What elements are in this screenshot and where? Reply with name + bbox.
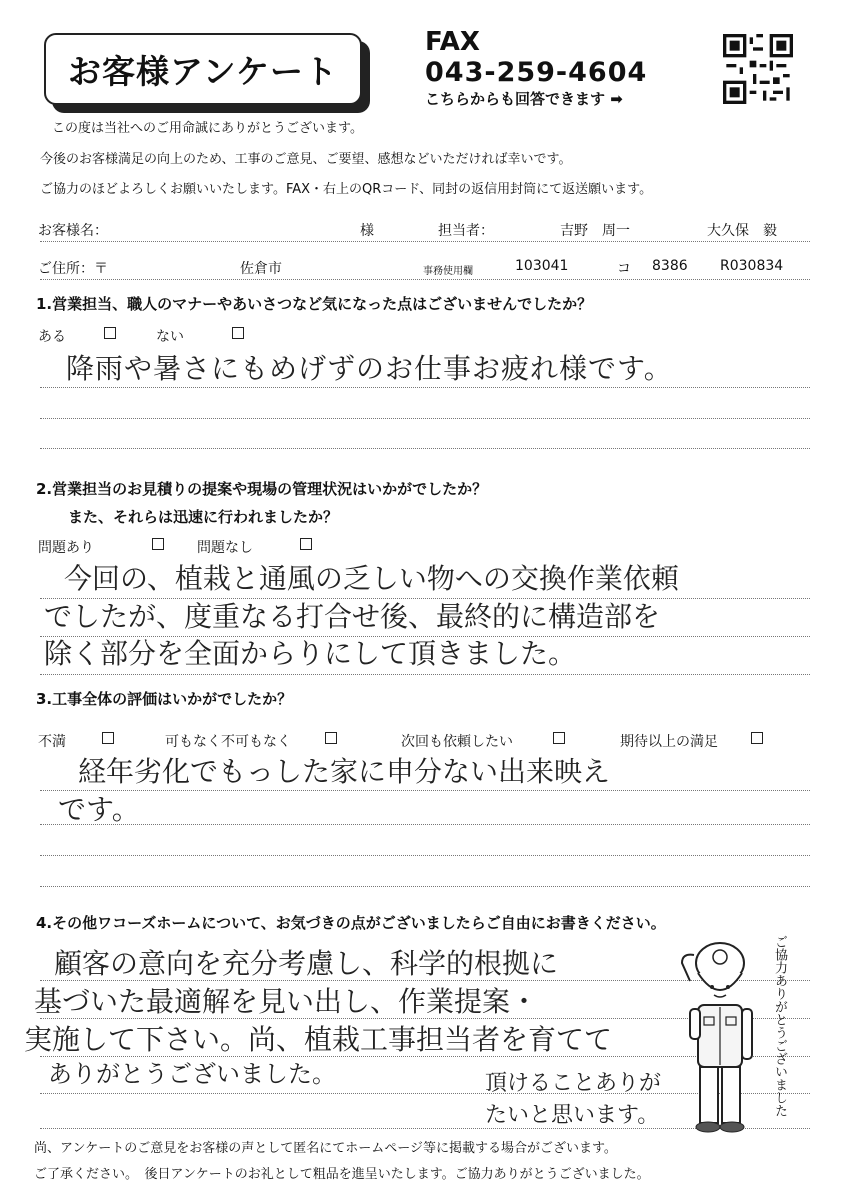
q4-handwritten-answer-3: 実施して下さい。尚、植栽工事担当者を育てて [24,1023,613,1056]
divider [40,241,810,242]
footer-line-1: 尚、アンケートのご意見をお客様の声として匿名にてホームページ等に掲載する場合がございます。 [34,1141,617,1156]
q3-option-4-checkbox[interactable] [751,732,763,744]
q4-handwritten-answer-5: 頂けることありがたいと思います。 [485,1071,662,1128]
q3-option-4-label: 期待以上の満足 [620,734,718,750]
customer-name-label: お客様名： [38,223,108,239]
fax-label: FAX [425,27,480,57]
qr-note: こちらからも回答できます ➡ [425,90,623,108]
q3-option-3-checkbox[interactable] [553,732,565,744]
question-3: 3.工事全体の評価はいかがでしたか？ [36,690,293,708]
q4-handwritten-answer-1: 顧客の意向を充分考慮し、科学的根拠に [54,947,559,980]
q4-handwritten-answer-2: 基づいた最適解を見い出し、作業提案・ [34,985,539,1018]
q3-handwritten-answer-1: 経年劣化でもっした家に申分ない出来映え [78,755,611,788]
question-1: 1.営業担当、職人のマナーやあいさつなど気になった点はございませんでしたか？ [36,295,593,313]
q1-option-aru-label: ある [38,329,66,345]
q2-option-problem-label: 問題あり [38,540,94,556]
office-code-1: 103041 [515,258,569,274]
worker-mascot-icon [668,935,770,1135]
qr-code-icon[interactable] [721,34,795,104]
q3-option-2-label: 可もなく不可もなく [165,734,291,750]
office-code-4: R030834 [720,258,784,274]
q3-handwritten-answer-2: です。 [58,793,140,826]
q2-handwritten-answer-2: でしたが、度重なる打合せ後、最終的に構造部を [44,600,661,633]
q4-handwritten-answer-4: ありがとうございました。 [48,1060,336,1088]
survey-title: お客様アンケート [67,51,339,91]
q2-handwritten-answer-3: 除く部分を全面からりにして頂きました。 [44,637,577,670]
office-use-label: 事務使用欄 [423,266,473,277]
q1-option-nai-label: ない [156,329,184,345]
intro-line-1: この度は当社へのご用命誠にありがとうございます。 [52,121,363,136]
q1-option-nai-checkbox[interactable] [232,327,244,339]
q3-option-1-checkbox[interactable] [102,732,114,744]
staff-name-2: 大久保 毅 [707,223,777,239]
q1-option-aru-checkbox[interactable] [104,327,116,339]
footer-line-2: ご了承ください。 後日アンケートのお礼として粗品を進呈いたします。ご協力ありがとうございました。 [34,1167,650,1182]
q1-handwritten-answer: 降雨や暑さにもめげずのお仕事お疲れ様です。 [66,352,673,385]
question-2-line-1: 2.営業担当のお見積りの提案や現場の管理状況はいかがでしたか？ [36,480,488,498]
intro-line-2: 今後のお客様満足の向上のため、工事のご意見、ご要望、感想などいただければ幸いです。 [40,152,572,167]
q3-option-3-label: 次回も依頼したい [401,734,513,750]
q2-option-noproblem-label: 問題なし [197,540,253,556]
q2-handwritten-answer-1: 今回の、植栽と通風の乏しい物への交換作業依頼 [64,562,679,595]
address-city: 佐倉市 [240,261,282,277]
fax-number: 043-259-4604 [425,57,648,88]
q2-option-noproblem-checkbox[interactable] [300,538,312,550]
q3-option-2-checkbox[interactable] [325,732,337,744]
q2-option-problem-checkbox[interactable] [152,538,164,550]
office-code-3: 8386 [652,258,688,274]
office-code-2: コ [617,261,631,277]
address-label: ご住所：〒 [38,261,108,277]
question-4: 4.その他ワコーズホームについて、お気づきの点がございましたらご自由にお書きください。 [36,914,666,932]
question-2-line-2: また、それらは迅速に行われましたか？ [68,508,339,526]
staff-name-1: 吉野 周一 [560,223,630,239]
staff-label: 担当者： [438,223,494,239]
q3-option-1-label: 不満 [38,734,66,750]
divider [40,279,810,280]
intro-line-3: ご協力のほどよろしくお願いいたします。FAX・右上のQRコード、同封の返信用封筒にて返送願います。 [40,182,653,197]
side-thanks-text: ご協力ありがとうございました [772,935,787,1117]
customer-sama: 様 [360,223,374,239]
survey-title-box [44,33,362,105]
